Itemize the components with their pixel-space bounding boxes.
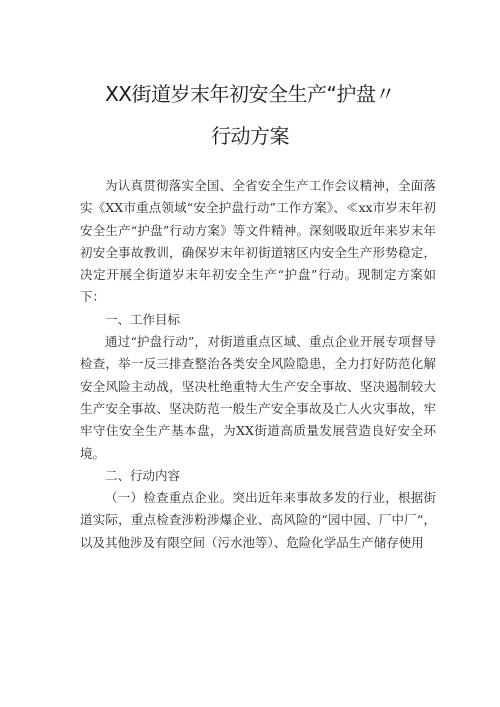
section-heading-work-goals: 一、工作目标 [105, 311, 181, 327]
document-title-line-2: 行动方案 [211, 124, 289, 148]
document-body [80, 175, 436, 554]
document-title-line-1: XX街道岁末年初安全生产“护盘〃 [105, 82, 395, 106]
work-goals-paragraph: 通过“护盘行动”，对街道重点区域、重点企业开展专项督导检查，举一反三排查整治各类安全风险隐患，全力打好防范化解安全风险主动战，坚决杜绝重特大生产安全事故、坚决遏制较大生产安全事故、坚决防范一般生产安全事故及亡人火灾事故，牢牢守住安全生产基本盘，为XX街道高质量发展营造良好安全环境。 [80, 334, 436, 461]
section-heading-action-content: 二、行动内容 [105, 467, 181, 483]
action-content-paragraph: （一）检查重点企业。突出近年来事故多发的行业，根据街道实际，重点检查涉粉涉爆企业、高风险的“园中园、厂中厂“，以及其他涉及有限空间（污水池等）、危险化学品生产储存使用 [80, 490, 436, 550]
intro-paragraph: 为认真贯彻落实全国、全省安全生产工作会议精神，全面落实《XX市重点领域“安全护盘行动”工作方案》、≪xx市岁末年初安全生产“护盘”行动方案》等文件精神。深刻吸取近年来岁末年初安全事故教训，确保岁末年初街道辖区内安全生产形势稳定，决定开展全街道岁末年初安全生产“护盘”行动。现制定方案如下： [80, 178, 436, 305]
